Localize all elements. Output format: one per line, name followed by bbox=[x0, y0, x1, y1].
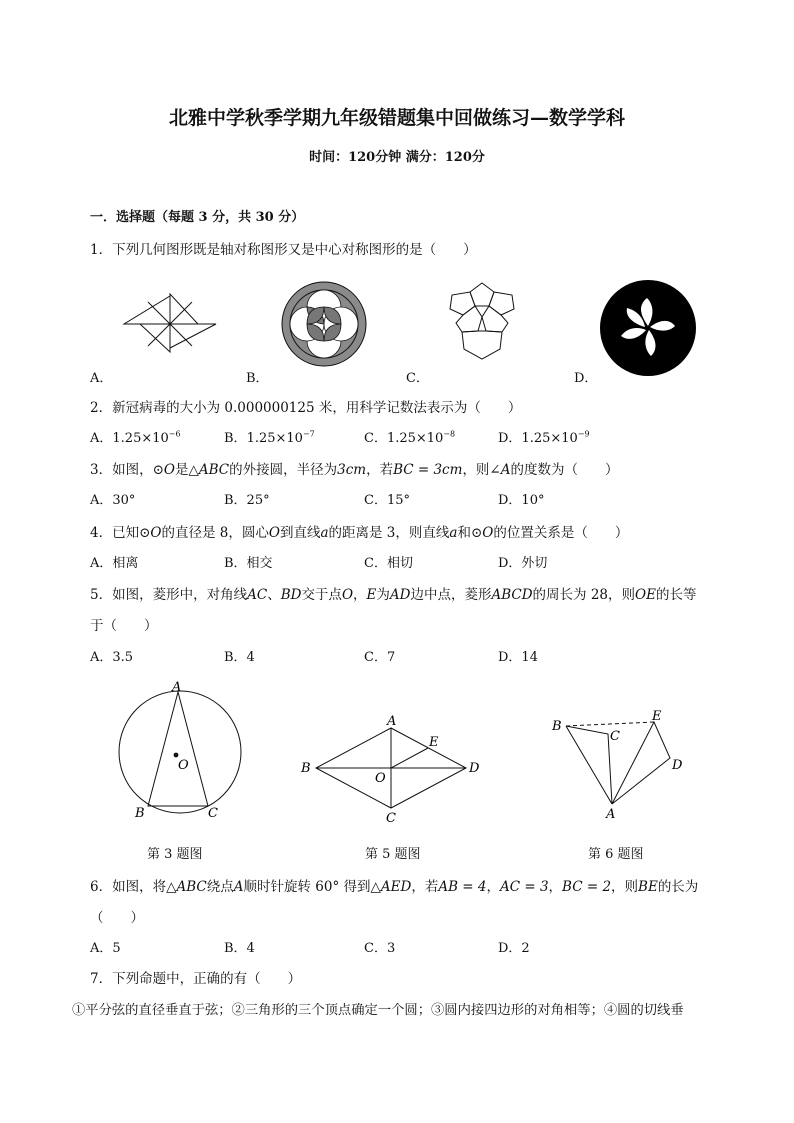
question-3: 3．如图，⊙O是△ABC的外接圆，半径为3cm，若BC = 3cm，则∠A的度数为（ ） bbox=[90, 462, 619, 478]
q4-option-d[interactable]: D．外切 bbox=[498, 556, 548, 571]
q6-option-c[interactable]: C．3 bbox=[364, 941, 396, 956]
fig5-label-d: D bbox=[469, 761, 480, 776]
exam-info: 时间：120分钟 满分：120分 bbox=[309, 150, 485, 165]
fig5-label-b: B bbox=[301, 761, 311, 776]
q1-option-a[interactable]: A． bbox=[90, 371, 113, 386]
q6-option-b[interactable]: B．4 bbox=[224, 941, 255, 956]
question-7: 7．下列命题中，正确的有（ ） bbox=[90, 971, 302, 987]
fig5-label-e: E bbox=[429, 735, 439, 750]
section-heading: 一．选择题（每题 3 分，共 30 分） bbox=[90, 210, 305, 225]
question-2: 2．新冠病毒的大小为 0.000000125 米，用科学记数法表示为（ ） bbox=[90, 400, 522, 416]
q3-option-a[interactable]: A．30° bbox=[90, 493, 136, 508]
fig6-label-d: D bbox=[672, 758, 683, 773]
question-6: 6．如图，将△ABC绕点A顺时针旋转 60° 得到△AED，若AB = 4，AC = 3，BC = 2，则BE的长为 bbox=[90, 879, 699, 895]
fig5-label-o: O bbox=[375, 771, 386, 786]
fig3-label-o: O bbox=[178, 758, 189, 773]
q5-option-a[interactable]: A．3.5 bbox=[90, 650, 134, 665]
q1-option-c[interactable]: C． bbox=[406, 371, 429, 386]
q5-option-d[interactable]: D．14 bbox=[498, 650, 538, 665]
figure-5-caption: 第 5 题图 bbox=[365, 847, 421, 862]
fig3-label-c: C bbox=[208, 806, 218, 821]
q1-option-b[interactable]: B． bbox=[246, 371, 269, 386]
q4-option-a[interactable]: A．相离 bbox=[90, 556, 139, 571]
question-7-statements: ①平分弦的直径垂直于弦；②三角形的三个顶点确定一个圆；③圆内接四边形的对角相等；④圆的切线垂 bbox=[72, 1003, 684, 1018]
q6-option-d[interactable]: D．2 bbox=[498, 941, 530, 956]
question-6-line2: （ ） bbox=[90, 910, 144, 926]
flower-circle-figure bbox=[278, 280, 370, 368]
figure-6-diagram bbox=[546, 706, 696, 826]
question-5-line2: 于（ ） bbox=[90, 618, 158, 634]
question-1: 1．下列几何图形既是轴对称图形又是中心对称图形的是（ ） bbox=[90, 242, 477, 258]
figure-3-diagram bbox=[110, 678, 250, 824]
fig3-label-b: B bbox=[135, 806, 145, 821]
fig6-label-b: B bbox=[552, 719, 562, 734]
q4-option-c[interactable]: C．相切 bbox=[364, 556, 413, 571]
fig6-label-e: E bbox=[652, 709, 662, 724]
question-4: 4．已知⊙O的直径是 8，圆心O到直线a的距离是 3，则直线a和⊙O的位置关系是（ ） bbox=[90, 525, 629, 541]
fig6-label-a: A bbox=[606, 807, 616, 822]
pentagons-figure bbox=[432, 277, 532, 371]
pinwheel-figure bbox=[118, 290, 222, 354]
q5-option-c[interactable]: C．7 bbox=[364, 650, 396, 665]
fig3-label-a: A bbox=[172, 680, 182, 695]
q2-option-a[interactable]: A．$1.25\times 10^{-6}$ bbox=[90, 429, 181, 446]
question-5: 5．如图，菱形中，对角线AC、BD交于点O，E为AD边中点，菱形ABCD的周长为 28，则OE的长等 bbox=[90, 587, 697, 603]
q2-option-c[interactable]: C．$1.25\times 10^{-8}$ bbox=[364, 429, 456, 446]
figure-3-caption: 第 3 题图 bbox=[147, 847, 203, 862]
figure-5-diagram bbox=[296, 712, 486, 824]
q5-option-b[interactable]: B．4 bbox=[224, 650, 255, 665]
page-title: 北雅中学秋季学期九年级错题集中回做练习—数学学科 bbox=[168, 107, 625, 129]
q3-option-d[interactable]: D．10° bbox=[498, 493, 545, 508]
fig5-label-c: C bbox=[386, 811, 396, 824]
fig5-label-a: A bbox=[387, 714, 397, 729]
q6-option-a[interactable]: A．5 bbox=[90, 941, 121, 956]
fig6-label-c: C bbox=[610, 729, 620, 744]
q4-option-b[interactable]: B．相交 bbox=[224, 556, 273, 571]
q2-option-d[interactable]: D．$1.25\times 10^{-9}$ bbox=[498, 429, 590, 446]
q3-option-b[interactable]: B．25° bbox=[224, 493, 270, 508]
bauhinia-figure bbox=[597, 280, 699, 382]
figure-6-caption: 第 6 题图 bbox=[588, 847, 644, 862]
q2-option-b[interactable]: B．$1.25\times 10^{-7}$ bbox=[224, 429, 315, 446]
q1-option-d[interactable]: D． bbox=[574, 371, 598, 386]
q3-option-c[interactable]: C．15° bbox=[364, 493, 410, 508]
